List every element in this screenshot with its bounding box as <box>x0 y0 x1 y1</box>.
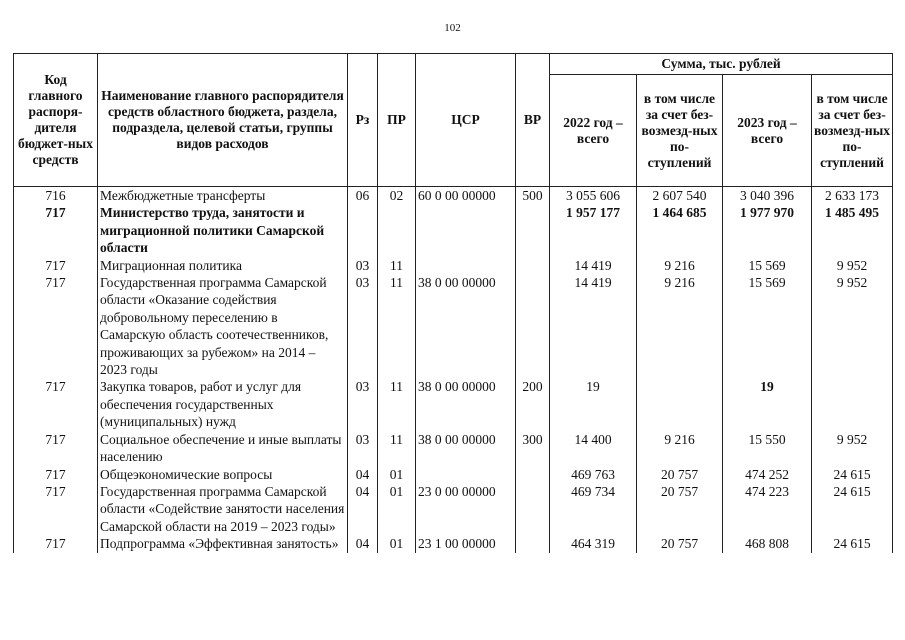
header-vr: ВР <box>516 54 550 187</box>
cell-code: 717 <box>14 274 98 378</box>
table-row <box>14 483 893 535</box>
cell-total-2022: 1 957 177 <box>550 204 637 256</box>
cell-incl-2023 <box>812 378 893 430</box>
cell-incl-2022: 20 757 <box>637 483 723 535</box>
cell-name: Межбюджетные трансферты <box>98 187 348 205</box>
cell-total-2022: 14 419 <box>550 274 637 378</box>
cell-vr <box>516 466 550 483</box>
table-row <box>14 274 893 378</box>
cell-name: Общеэкономические вопросы <box>98 466 348 483</box>
table-row <box>14 378 893 430</box>
cell-csr <box>416 257 516 274</box>
cell-total-2023: 474 223 <box>723 483 812 535</box>
cell-rz: 06 <box>348 187 378 205</box>
table-row <box>14 187 893 205</box>
cell-pr: 01 <box>378 466 416 483</box>
cell-vr: 500 <box>516 187 550 205</box>
header-row-top <box>14 54 893 75</box>
cell-vr: 200 <box>516 378 550 430</box>
header-sum: Сумма, тыс. рублей <box>550 54 893 75</box>
cell-total-2023 <box>723 378 812 430</box>
cell-name: Миграционная политика <box>98 257 348 274</box>
cell-csr <box>416 204 516 256</box>
cell-rz <box>348 204 378 256</box>
cell-incl-2022: 9 216 <box>637 274 723 378</box>
cell-rz: 03 <box>348 274 378 378</box>
cell-total-2023: 468 808 <box>723 535 812 552</box>
cell-total-2022: 469 763 <box>550 466 637 483</box>
cell-incl-2022: 9 216 <box>637 431 723 466</box>
cell-rz: 04 <box>348 466 378 483</box>
cell-incl-2022: 9 216 <box>637 257 723 274</box>
cell-rz: 03 <box>348 257 378 274</box>
cell-csr: 38 0 00 00000 <box>416 431 516 466</box>
cell-csr <box>416 466 516 483</box>
cell-incl-2022: 2 607 540 <box>637 187 723 205</box>
cell-pr <box>378 204 416 256</box>
cell-total-2023: 15 569 <box>723 257 812 274</box>
cell-name: Закупка товаров, работ и услуг для обеспечения государственных (муниципальных) нужд <box>98 378 348 430</box>
cell-code: 717 <box>14 431 98 466</box>
cell-total-2022: 14 400 <box>550 431 637 466</box>
cell-incl-2022: 1 464 685 <box>637 204 723 256</box>
cell-rz: 03 <box>348 378 378 430</box>
table-row <box>14 257 893 274</box>
cell-incl-2023: 1 485 495 <box>812 204 893 256</box>
cell-name: Министерство труда, занятости и миграционной политики Самарской области <box>98 204 348 256</box>
table-row <box>14 466 893 483</box>
page-number: 102 <box>444 22 461 34</box>
cell-total-2022: 19 <box>550 378 637 430</box>
cell-rz: 03 <box>348 431 378 466</box>
cell-rz: 04 <box>348 483 378 535</box>
cell-pr: 11 <box>378 431 416 466</box>
cell-pr: 01 <box>378 483 416 535</box>
cell-code: 717 <box>14 204 98 256</box>
header-csr: ЦСР <box>416 54 516 187</box>
budget-table <box>13 53 893 553</box>
cell-total-2023: 3 040 396 <box>723 187 812 205</box>
cell-name: Подпрограмма «Эффективная занятость» <box>98 535 348 552</box>
header-name: Наименование главного распорядителя средств областного бюджета, раздела, подраздела, целевой статьи, группы видов расходов <box>98 54 348 187</box>
cell-incl-2023: 2 633 173 <box>812 187 893 205</box>
cell-total-2023-value: 19 <box>760 379 774 395</box>
cell-total-2023: 474 252 <box>723 466 812 483</box>
cell-name: Государственная программа Самарской области «Оказание содействия добровольному переселению в Самарскую область соотечественников, проживающих за рубежом» на 2014 – 2023 годы <box>98 274 348 378</box>
cell-pr: 11 <box>378 378 416 430</box>
cell-vr <box>516 204 550 256</box>
cell-vr <box>516 257 550 274</box>
cell-csr: 38 0 00 00000 <box>416 378 516 430</box>
cell-pr: 11 <box>378 274 416 378</box>
cell-vr <box>516 483 550 535</box>
table-row <box>14 431 893 466</box>
cell-vr <box>516 274 550 378</box>
cell-incl-2022 <box>637 378 723 430</box>
cell-incl-2022: 20 757 <box>637 535 723 552</box>
cell-csr: 23 0 00 00000 <box>416 483 516 535</box>
table-row <box>14 204 893 256</box>
cell-code: 717 <box>14 535 98 552</box>
cell-total-2023: 15 569 <box>723 274 812 378</box>
cell-incl-2023: 24 615 <box>812 535 893 552</box>
cell-pr: 01 <box>378 535 416 552</box>
cell-total-2023: 15 550 <box>723 431 812 466</box>
header-incl-2022: в том числе за счет без-возмезд-ных по-ступлений <box>637 75 723 187</box>
cell-incl-2022: 20 757 <box>637 466 723 483</box>
cell-incl-2023: 9 952 <box>812 431 893 466</box>
cell-incl-2023: 24 615 <box>812 466 893 483</box>
header-pr: ПР <box>378 54 416 187</box>
cell-csr: 60 0 00 00000 <box>416 187 516 205</box>
header-incl-2023: в том числе за счет без-возмезд-ных по-ступлений <box>812 75 893 187</box>
cell-rz: 04 <box>348 535 378 552</box>
cell-code: 717 <box>14 483 98 535</box>
cell-code: 717 <box>14 257 98 274</box>
cell-code: 716 <box>14 187 98 205</box>
cell-total-2022: 464 319 <box>550 535 637 552</box>
cell-name: Социальное обеспечение и иные выплаты населению <box>98 431 348 466</box>
header-total-2023: 2023 год – всего <box>723 75 812 187</box>
cell-csr: 38 0 00 00000 <box>416 274 516 378</box>
cell-pr: 11 <box>378 257 416 274</box>
cell-vr: 300 <box>516 431 550 466</box>
cell-name: Государственная программа Самарской области «Содействие занятости населения Самарской области на 2019 – 2023 годы» <box>98 483 348 535</box>
cell-incl-2023: 9 952 <box>812 274 893 378</box>
cell-incl-2023: 24 615 <box>812 483 893 535</box>
cell-csr: 23 1 00 00000 <box>416 535 516 552</box>
cell-total-2022: 14 419 <box>550 257 637 274</box>
cell-total-2022: 469 734 <box>550 483 637 535</box>
cell-incl-2023: 9 952 <box>812 257 893 274</box>
cell-total-2023: 1 977 970 <box>723 204 812 256</box>
cell-code: 717 <box>14 466 98 483</box>
header-code: Код главного распоря-дителя бюджет-ных средств <box>14 54 98 187</box>
header-rz: Рз <box>348 54 378 187</box>
cell-code: 717 <box>14 378 98 430</box>
table-row <box>14 535 893 552</box>
cell-pr: 02 <box>378 187 416 205</box>
cell-total-2022: 3 055 606 <box>550 187 637 205</box>
header-total-2022: 2022 год – всего <box>550 75 637 187</box>
cell-vr <box>516 535 550 552</box>
